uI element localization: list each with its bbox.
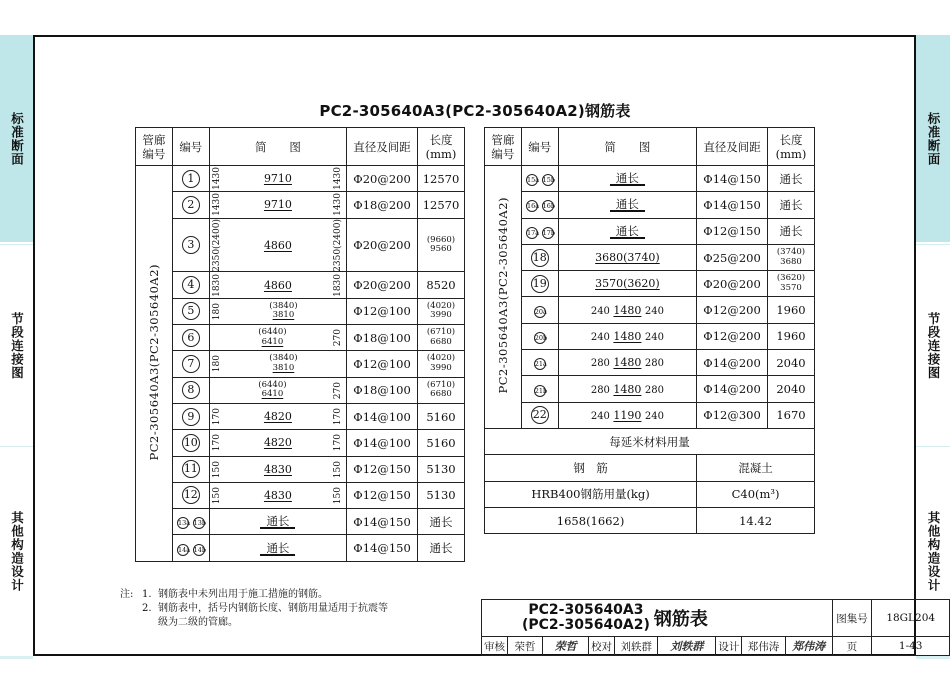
rebar-id xyxy=(521,192,558,218)
rebar-length: (6710) 6680 xyxy=(417,325,464,351)
tab-other-design-right[interactable]: 其他构造设计 xyxy=(916,449,950,654)
page-title: PC2-305640A3(PC2-305640A2)钢筋表 xyxy=(319,102,631,120)
rebar-length: 1960 xyxy=(768,297,815,323)
header-sketch: 简 图 xyxy=(558,128,696,166)
table-row xyxy=(136,351,465,377)
title-block xyxy=(481,599,950,656)
rebar-id-badge: 1 xyxy=(182,170,200,188)
rebar-id xyxy=(521,376,558,402)
rebar-sketch: 2350(2400) 4860 2350(2400) xyxy=(209,218,346,272)
summary-value-concrete: 14.42 xyxy=(697,507,815,533)
rebar-spec: Φ20@200 xyxy=(697,271,768,297)
table-header xyxy=(136,128,465,166)
rebar-id xyxy=(172,192,209,218)
rebar-length: 通长 xyxy=(417,535,464,561)
rebar-length: (4020) 3990 xyxy=(417,298,464,324)
proof-label: 校对 xyxy=(589,637,615,656)
header-length: 长度(mm) xyxy=(768,128,815,166)
designer-name: 郑伟涛 xyxy=(742,637,785,656)
rebar-sketch: 240 1480 240 xyxy=(558,323,696,349)
rebar-id-badge: 20b xyxy=(534,333,548,342)
rebar-spec: Φ18@100 xyxy=(347,377,418,403)
rebar-id xyxy=(521,402,558,428)
table-row xyxy=(136,218,465,272)
summary-title-row xyxy=(485,428,815,454)
rebar-id-badge: 13a xyxy=(177,519,191,528)
rebar-id-badge: 20a xyxy=(534,307,547,316)
rebar-length: 5160 xyxy=(417,403,464,429)
rebar-id-badge: 22 xyxy=(531,406,549,424)
page-label: 页 xyxy=(832,637,872,656)
rebar-id-badge: 21b xyxy=(534,386,548,395)
summary-units-row xyxy=(485,481,815,507)
rebar-spec: Φ14@100 xyxy=(347,430,418,456)
rebar-sketch: 180 (3840) 3810 xyxy=(209,298,346,324)
table-row xyxy=(136,456,465,482)
rebar-id-badge: 3 xyxy=(182,236,200,254)
rebar-spec: Φ20@200 xyxy=(347,166,418,192)
rebar-id-badge: 9 xyxy=(182,408,200,426)
rebar-id-badge: 16a xyxy=(526,202,540,211)
note-2-cont: 级为二级的管廊。 xyxy=(158,617,238,628)
header-id: 编号 xyxy=(521,128,558,166)
table-row xyxy=(485,218,815,244)
header-pipe-no: 管廊编号 xyxy=(136,128,173,166)
table-row xyxy=(136,325,465,351)
rebar-id-badge: 21a xyxy=(534,360,547,369)
atlas-no: 18GL204 xyxy=(872,600,950,637)
rebar-sketch: 150 4830 150 xyxy=(209,482,346,508)
rebar-spec: Φ14@150 xyxy=(697,192,768,218)
rebar-length: 2040 xyxy=(768,350,815,376)
rebar-id xyxy=(172,298,209,324)
rebar-spec: Φ20@200 xyxy=(347,272,418,298)
rebar-length: 8520 xyxy=(417,272,464,298)
rebar-length: (9660) 9560 xyxy=(417,218,464,272)
rebar-id-badge: 16b xyxy=(542,202,556,211)
checker-signature: 荣哲 xyxy=(543,637,589,656)
design-label: 设计 xyxy=(716,637,742,656)
table-row xyxy=(485,323,815,349)
rebar-id xyxy=(521,271,558,297)
rebar-id-badge: 15a xyxy=(526,176,540,185)
rebar-id xyxy=(172,456,209,482)
table-row xyxy=(485,350,815,376)
rebar-sketch: 280 1480 280 xyxy=(558,376,696,402)
header-pipe-no: 管廊编号 xyxy=(485,128,522,166)
rebar-spec: Φ12@200 xyxy=(697,323,768,349)
drawing-name: PC2-305640A3 (PC2-305640A2) 钢筋表 xyxy=(482,600,833,637)
rebar-spec: Φ12@100 xyxy=(347,351,418,377)
page-number: 1-43 xyxy=(872,637,950,656)
rebar-spec: Φ14@150 xyxy=(347,509,418,535)
rebar-sketch: 170 4820 170 xyxy=(209,403,346,429)
rebar-id xyxy=(521,166,558,192)
rebar-id-badge: 17a xyxy=(526,228,540,237)
rebar-sketch: 1430 9710 1430 xyxy=(209,166,346,192)
rebar-id xyxy=(521,350,558,376)
rebar-sketch: 150 4830 150 xyxy=(209,456,346,482)
rebar-length: 1670 xyxy=(768,402,815,428)
rebar-id-badge: 4 xyxy=(182,276,200,294)
rebar-id-badge: 18 xyxy=(531,249,549,267)
table-row xyxy=(136,272,465,298)
rebar-id xyxy=(172,482,209,508)
table-row xyxy=(136,166,465,192)
rebar-spec: Φ14@150 xyxy=(347,535,418,561)
rebar-id-badge: 8 xyxy=(182,381,200,399)
summary-unit-concrete: C40(m³) xyxy=(697,481,815,507)
summary-head-concrete: 混凝土 xyxy=(697,455,815,481)
rebar-length: 1960 xyxy=(768,323,815,349)
rebar-sketch: (6440) 6410 270 xyxy=(209,377,346,403)
table-row xyxy=(485,402,815,428)
header-spec: 直径及间距 xyxy=(697,128,768,166)
rebar-id-badge: 19 xyxy=(531,275,549,293)
rebar-id xyxy=(172,509,209,535)
rebar-sketch: 通长 xyxy=(558,218,696,244)
summary-head-row xyxy=(485,455,815,481)
rebar-length: 12570 xyxy=(417,166,464,192)
rebar-spec: Φ14@200 xyxy=(697,376,768,402)
rebar-sketch: 1830 4860 1830 xyxy=(209,272,346,298)
rebar-id-badge: 13b xyxy=(193,519,207,528)
rebar-id xyxy=(521,297,558,323)
table-row xyxy=(136,535,465,561)
rebar-spec: Φ12@150 xyxy=(347,482,418,508)
rebar-spec: Φ14@100 xyxy=(347,403,418,429)
pipe-no: PC2-305640A3(PC2-305640A2) xyxy=(146,263,161,461)
rebar-sketch: 通长 xyxy=(558,166,696,192)
table-row xyxy=(485,192,815,218)
rebar-sketch: 280 1480 280 xyxy=(558,350,696,376)
table-row xyxy=(485,376,815,402)
rebar-length: 12570 xyxy=(417,192,464,218)
rebar-id xyxy=(172,351,209,377)
table-row xyxy=(136,298,465,324)
pipe-no: PC2-305640A3(PC2-305640A2) xyxy=(495,197,510,394)
table-row xyxy=(485,297,815,323)
rebar-spec: Φ18@200 xyxy=(347,192,418,218)
rebar-id xyxy=(521,244,558,270)
rebar-id-badge: 11 xyxy=(182,460,200,478)
rebar-id-badge: 6 xyxy=(182,329,200,347)
rebar-id-badge: 12 xyxy=(182,486,200,504)
rebar-spec: Φ12@300 xyxy=(697,402,768,428)
check-label: 审核 xyxy=(482,637,508,656)
rebar-id-badge: 7 xyxy=(182,355,200,373)
rebar-id xyxy=(521,323,558,349)
proofer-signature: 刘轶群 xyxy=(658,637,716,656)
summary-unit-steel: HRB400钢筋用量(kg) xyxy=(485,481,697,507)
rebar-spec: Φ14@150 xyxy=(697,166,768,192)
rebar-spec: Φ18@100 xyxy=(347,325,418,351)
side-band xyxy=(916,656,950,659)
header-spec: 直径及间距 xyxy=(347,128,418,166)
tab-standard-section[interactable]: 标准断面 xyxy=(0,35,33,242)
tab-other-design[interactable]: 其他构造设计 xyxy=(0,449,33,654)
rebar-id xyxy=(172,535,209,561)
tab-standard-section-right[interactable]: 标准断面 xyxy=(916,35,950,242)
rebar-id xyxy=(521,218,558,244)
rebar-sketch: (6440) 6410 270 xyxy=(209,325,346,351)
rebar-length: 5130 xyxy=(417,482,464,508)
rebar-id xyxy=(172,403,209,429)
right-rebar-table xyxy=(484,127,815,534)
designer-signature: 郑伟涛 xyxy=(785,637,832,656)
rebar-sketch: 1430 9710 1430 xyxy=(209,192,346,218)
rebar-length: (4020) 3990 xyxy=(417,351,464,377)
rebar-spec: Φ14@200 xyxy=(697,350,768,376)
table-row xyxy=(136,430,465,456)
rebar-sketch: 3570(3620) xyxy=(558,271,696,297)
rebar-length: 通长 xyxy=(768,218,815,244)
header-id: 编号 xyxy=(172,128,209,166)
rebar-length: 5160 xyxy=(417,430,464,456)
rebar-spec: Φ12@150 xyxy=(347,456,418,482)
rebar-spec: Φ20@200 xyxy=(347,218,418,272)
notes-label: 注: xyxy=(120,589,134,600)
rebar-length: 通长 xyxy=(768,166,815,192)
summary-title: 每延米材料用量 xyxy=(485,428,815,454)
rebar-length: 通长 xyxy=(768,192,815,218)
header-sketch: 简 图 xyxy=(209,128,346,166)
rebar-spec: Φ12@150 xyxy=(697,218,768,244)
rebar-sketch: 240 1190 240 xyxy=(558,402,696,428)
rebar-id xyxy=(172,272,209,298)
notes: 注: 1. 钢筋表中未列出用于施工措施的钢筋。 2. 钢筋表中，括号内钢筋长度、钢筋用量适用于抗震等 级为二级的管廊。 xyxy=(120,589,388,628)
atlas-label: 图集号 xyxy=(832,600,872,637)
table-row xyxy=(485,166,815,192)
rebar-id-badge: 17b xyxy=(542,228,556,237)
rebar-id xyxy=(172,166,209,192)
rebar-spec: Φ12@200 xyxy=(697,297,768,323)
rebar-id xyxy=(172,377,209,403)
note-1: 钢筋表中未列出用于施工措施的钢筋。 xyxy=(158,589,328,600)
rebar-id xyxy=(172,218,209,272)
pipe-no-cell xyxy=(136,166,173,562)
table-row xyxy=(136,482,465,508)
note-2: 钢筋表中，括号内钢筋长度、钢筋用量适用于抗震等 xyxy=(158,603,388,614)
proofer-name: 刘轶群 xyxy=(615,637,658,656)
rebar-sketch: 通长 xyxy=(558,192,696,218)
tab-segment-connection-right[interactable]: 节段连接图 xyxy=(916,244,950,447)
rebar-sketch: 240 1480 240 xyxy=(558,297,696,323)
table-row xyxy=(485,244,815,270)
summary-value-steel: 1658(1662) xyxy=(485,507,697,533)
rebar-length: 通长 xyxy=(417,509,464,535)
rebar-id-badge: 5 xyxy=(182,302,200,320)
side-band xyxy=(0,656,33,659)
summary-head-steel: 钢 筋 xyxy=(485,455,697,481)
rebar-id xyxy=(172,430,209,456)
summary-values-row xyxy=(485,507,815,533)
rebar-length: (3620) 3570 xyxy=(768,271,815,297)
rebar-id-badge: 14b xyxy=(193,545,207,554)
rebar-sketch: 3680(3740) xyxy=(558,244,696,270)
rebar-length: (3740) 3680 xyxy=(768,244,815,270)
tab-segment-connection[interactable]: 节段连接图 xyxy=(0,244,33,447)
rebar-id-badge: 14a xyxy=(177,545,191,554)
table-row xyxy=(136,403,465,429)
header-length: 长度(mm) xyxy=(417,128,464,166)
rebar-sketch: 通长 xyxy=(209,509,346,535)
table-row xyxy=(136,192,465,218)
rebar-sketch: 180 (3840) 3810 xyxy=(209,351,346,377)
checker-name: 荣哲 xyxy=(508,637,543,656)
table-row xyxy=(136,509,465,535)
rebar-sketch: 通长 xyxy=(209,535,346,561)
table-header xyxy=(485,128,815,166)
rebar-length: 5130 xyxy=(417,456,464,482)
pipe-no-cell xyxy=(485,166,522,429)
table-row xyxy=(485,271,815,297)
rebar-length: (6710) 6680 xyxy=(417,377,464,403)
rebar-spec: Φ25@200 xyxy=(697,244,768,270)
table-row xyxy=(136,377,465,403)
rebar-id-badge: 2 xyxy=(182,196,200,214)
rebar-length: 2040 xyxy=(768,376,815,402)
rebar-id-badge: 10 xyxy=(182,434,200,452)
left-rebar-table xyxy=(135,127,465,562)
rebar-spec: Φ12@100 xyxy=(347,298,418,324)
rebar-id xyxy=(172,325,209,351)
rebar-sketch: 170 4820 170 xyxy=(209,430,346,456)
rebar-id-badge: 15b xyxy=(542,176,556,185)
